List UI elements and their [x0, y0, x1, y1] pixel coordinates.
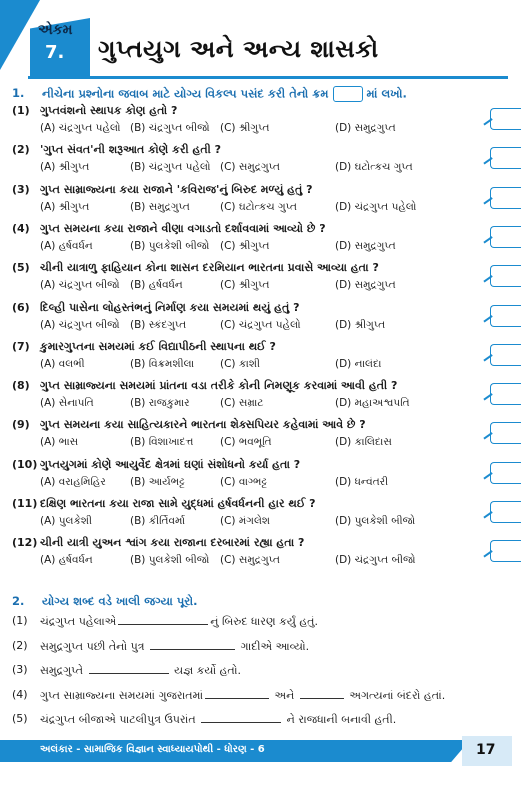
option-d[interactable]: (D) કાલિદાસ	[335, 436, 392, 449]
option-c[interactable]: (C) મંગલેશ	[220, 515, 270, 527]
option-b[interactable]: (B) વિશાખાદત્ત	[130, 436, 194, 449]
section-number: 2.	[12, 594, 25, 608]
option-a[interactable]: (A) હર્ષવર્ધન	[40, 554, 93, 567]
question-text: ગુપ્ત સામ્રાજ્યના કયા રાજાને 'કવિરાજ'નું બિરુદ મળ્યું હતું ?	[40, 182, 313, 196]
options-row	[40, 122, 480, 138]
options-row	[40, 358, 480, 374]
answer-field[interactable]	[490, 147, 521, 169]
answer-field[interactable]	[490, 501, 521, 523]
section-1-heading	[12, 86, 512, 102]
option-c[interactable]: (C) સમુદ્રગુપ્ત	[220, 554, 280, 567]
question-item	[12, 104, 470, 142]
section-instruction: નીચેના પ્રશ્નોના જવાબ માટે યોગ્ય વિકલ્પ પસંદ કરી તેનો ક્રમ માં લખો.	[42, 86, 407, 101]
option-d[interactable]: (D) સમુદ્રગુપ્ત	[335, 279, 396, 292]
option-a[interactable]: (A) ચંદ્રગુપ્ત બીજો	[40, 318, 120, 331]
option-c[interactable]: (C) સમુદ્રગુપ્ત	[220, 161, 280, 174]
question-text: કુમારગુપ્તના સમયમાં કઈ વિદ્યાપીઠની સ્થાપના થઈ ?	[40, 339, 276, 353]
blank-field[interactable]	[118, 614, 208, 625]
blank-field[interactable]	[300, 688, 344, 699]
option-c[interactable]: (C) ચંદ્રગુપ્ત પહેલો	[220, 318, 301, 331]
page-number: 17	[476, 742, 496, 758]
question-item	[12, 261, 470, 299]
answer-box[interactable]	[482, 187, 520, 209]
option-b[interactable]: (B) ચંદ્રગુપ્ત બીજો	[130, 122, 210, 134]
options-row	[40, 515, 480, 531]
answer-box[interactable]	[482, 501, 520, 523]
option-a[interactable]: (A) ચંદ્રગુપ્ત બીજો	[40, 279, 120, 292]
section-instruction: યોગ્ય શબ્દ વડે ખાલી જગ્યા પૂરો.	[42, 594, 198, 608]
option-d[interactable]: (D) ધન્વંતરી	[335, 475, 389, 488]
section-2-heading	[12, 594, 512, 610]
question-text: ગુપ્તયુગમાં કોણે આયુર્વેદ ક્ષેત્રમાં ઘણાં સંશોધનો કર્યા હતા ?	[40, 457, 301, 471]
answer-box[interactable]	[482, 422, 520, 444]
options-row	[40, 279, 480, 295]
blank-field[interactable]	[150, 639, 235, 650]
answer-box[interactable]	[482, 108, 520, 130]
option-d[interactable]: (D) ઘટોત્કચ ગુપ્ત	[335, 161, 413, 174]
answer-field[interactable]	[490, 422, 521, 444]
answer-field[interactable]	[490, 108, 521, 130]
option-c[interactable]: (C) વાગ્ભટ્ટ	[220, 475, 268, 488]
option-c[interactable]: (C) સમ્રાટ	[220, 397, 264, 410]
option-c[interactable]: (C) શ્રીગુપ્ત	[220, 239, 270, 252]
question-number: (8)	[12, 379, 30, 393]
option-b[interactable]: (B) વિક્રમશીલા	[130, 357, 195, 370]
answer-box[interactable]	[482, 265, 520, 287]
question-text: ચીની યાત્રી યુઅન શ્વાંગ કયા રાજાના દરબારમાં રહ્યા હતા ?	[40, 536, 305, 550]
answer-field[interactable]	[490, 462, 521, 484]
options-row	[40, 397, 480, 413]
option-d[interactable]: (D) સમુદ્રગુપ્ત	[335, 239, 396, 252]
question-item	[12, 418, 470, 456]
option-a[interactable]: (A) વલભી	[40, 357, 85, 370]
option-b[interactable]: (B) રાજકુમાર	[130, 397, 190, 410]
option-d[interactable]: (D) મહાઅશ્વપતિ	[335, 397, 410, 410]
question-item	[12, 183, 470, 221]
options-row	[40, 240, 480, 256]
question-number: (6)	[12, 300, 30, 314]
question-text: દિલ્હી પાસેના લોહસ્તંભનું નિર્માણ કયા સમયમાં થયું હતું ?	[40, 300, 300, 314]
option-a[interactable]: (A) ભાસ	[40, 436, 79, 449]
chapter-title: ગુપ્તયુગ અને અન્ય શાસકો	[98, 35, 379, 63]
option-b[interactable]: (B) ચંદ્રગુપ્ત પહેલો	[130, 161, 211, 174]
option-d[interactable]: (D) નાલંદા	[335, 357, 382, 370]
option-b[interactable]: (B) આર્યભટ્ટ	[130, 475, 185, 488]
options-row	[40, 161, 480, 177]
question-item	[12, 379, 470, 417]
question-number: (7)	[12, 339, 30, 353]
option-b[interactable]: (B) સમુદ્રગુપ્ત	[130, 200, 190, 213]
blank-field[interactable]	[201, 712, 281, 723]
option-d[interactable]: (D) શ્રીગુપ્ત	[335, 318, 386, 331]
options-row	[40, 201, 480, 217]
option-d[interactable]: (D) સમુદ્રગુપ્ત	[335, 122, 396, 134]
question-number: (5)	[12, 261, 30, 275]
question-number: (10)	[12, 457, 38, 471]
header-underline	[28, 76, 508, 79]
answer-field[interactable]	[490, 540, 521, 562]
options-row	[40, 554, 480, 570]
option-c[interactable]: (C) ઘટોત્કચ ગુપ્ત	[220, 200, 297, 213]
question-item	[12, 458, 470, 496]
answer-box[interactable]	[482, 344, 520, 366]
question-number: (12)	[12, 536, 38, 550]
answer-field[interactable]	[490, 344, 521, 366]
option-a[interactable]: (A) શ્રીગુપ્ત	[40, 161, 90, 174]
question-number: (3)	[12, 182, 30, 196]
question-text: ગુપ્ત સામ્રાજ્યના સમયમાં પ્રાંતના વડા તરીકે કોની નિમણૂક કરવામાં આવી હતી ?	[40, 379, 398, 393]
question-number: (9)	[12, 418, 30, 432]
options-row	[40, 436, 480, 452]
blank-field[interactable]	[89, 663, 169, 674]
option-d[interactable]: (D) ચંદ્રગુપ્ત બીજો	[335, 554, 416, 567]
option-a[interactable]: (A) સેનાપતિ	[40, 397, 94, 410]
option-a[interactable]: (A) હર્ષવર્ધન	[40, 239, 93, 252]
option-c[interactable]: (C) ભવભૂતિ	[220, 436, 272, 449]
answer-field[interactable]	[490, 226, 521, 248]
question-text: ચીની યાત્રાળુ ફાહિયાન કોના શાસન દરમિયાન ભારતના પ્રવાસે આવ્યા હતા ?	[40, 261, 379, 275]
question-number: (1)	[12, 104, 30, 117]
question-number: (4)	[12, 221, 30, 235]
answer-field[interactable]	[490, 187, 521, 209]
option-d[interactable]: (D) ચંદ્રગુપ્ત પહેલો	[335, 200, 417, 213]
answer-box[interactable]	[482, 462, 520, 484]
unit-label: એકમ	[38, 22, 73, 38]
option-a[interactable]: (A) શ્રીગુપ્ત	[40, 200, 90, 213]
book-title: અલંકાર - સામાજિક વિજ્ઞાન સ્વાધ્યાયપોથી - ધોરણ - 6	[40, 744, 265, 755]
option-c[interactable]: (C) શ્રીગુપ્ત	[220, 122, 270, 134]
question-item	[12, 340, 470, 378]
option-b[interactable]: (B) પુલકેશી બીજો	[130, 239, 210, 252]
chapter-header	[0, 0, 530, 80]
unit-number: 7.	[45, 42, 65, 63]
answer-field[interactable]	[490, 305, 521, 327]
answer-box[interactable]	[482, 226, 520, 248]
question-number: (11)	[12, 497, 38, 510]
question-text: દક્ષિણ ભારતના કયા રાજા સામે યુદ્ધમાં હર્ષવર્ધનની હાર થઈ ?	[40, 497, 316, 510]
question-number: (2)	[12, 143, 30, 157]
option-b[interactable]: (B) પુલકેશી બીજો	[130, 554, 210, 567]
question-item	[12, 301, 470, 339]
question-text: ગુપ્ત સમયના કયા રાજાને વીણા વગાડતો દર્શાવવામાં આવ્યો છે ?	[40, 221, 326, 235]
answer-field[interactable]	[490, 265, 521, 287]
blank-field[interactable]	[205, 688, 269, 699]
question-text: ગુપ્તવંશનો સ્થાપક કોણ હતો ?	[40, 104, 178, 117]
option-a[interactable]: (A) ચંદ્રગુપ્ત પહેલો	[40, 122, 121, 134]
question-item	[12, 222, 470, 260]
option-b[interactable]: (B) સ્કંદગુપ્ત	[130, 318, 187, 331]
option-c[interactable]: (C) કાશી	[220, 357, 260, 370]
options-row	[40, 476, 480, 492]
question-item	[12, 536, 470, 574]
option-c[interactable]: (C) શ્રીગુપ્ત	[220, 279, 270, 292]
answer-field[interactable]	[490, 383, 521, 405]
question-text: 'ગુપ્ત સંવત'ની શરૂઆત કોણે કરી હતી ?	[40, 143, 221, 157]
option-a[interactable]: (A) વરાહમિહિર	[40, 475, 106, 488]
answer-box[interactable]	[482, 383, 520, 405]
question-text: ગુપ્ત સમયના કયા સાહિત્યકારને ભારતના શેક્સપિયર કહેવામાં આવે છે ?	[40, 418, 366, 432]
answer-box[interactable]	[482, 305, 520, 327]
question-item	[12, 143, 470, 181]
question-item	[12, 497, 470, 535]
options-row	[40, 319, 480, 335]
option-b[interactable]: (B) હર્ષવર્ધન	[130, 279, 183, 292]
answer-box-sample	[333, 86, 363, 102]
option-b[interactable]: (B) કીર્તિવર્મા	[130, 515, 186, 527]
answer-box[interactable]	[482, 147, 520, 169]
answer-box[interactable]	[482, 540, 520, 562]
section-number: 1.	[12, 86, 25, 100]
option-a[interactable]: (A) પુલકેશી	[40, 515, 92, 527]
option-d[interactable]: (D) પુલકેશી બીજો	[335, 515, 416, 527]
